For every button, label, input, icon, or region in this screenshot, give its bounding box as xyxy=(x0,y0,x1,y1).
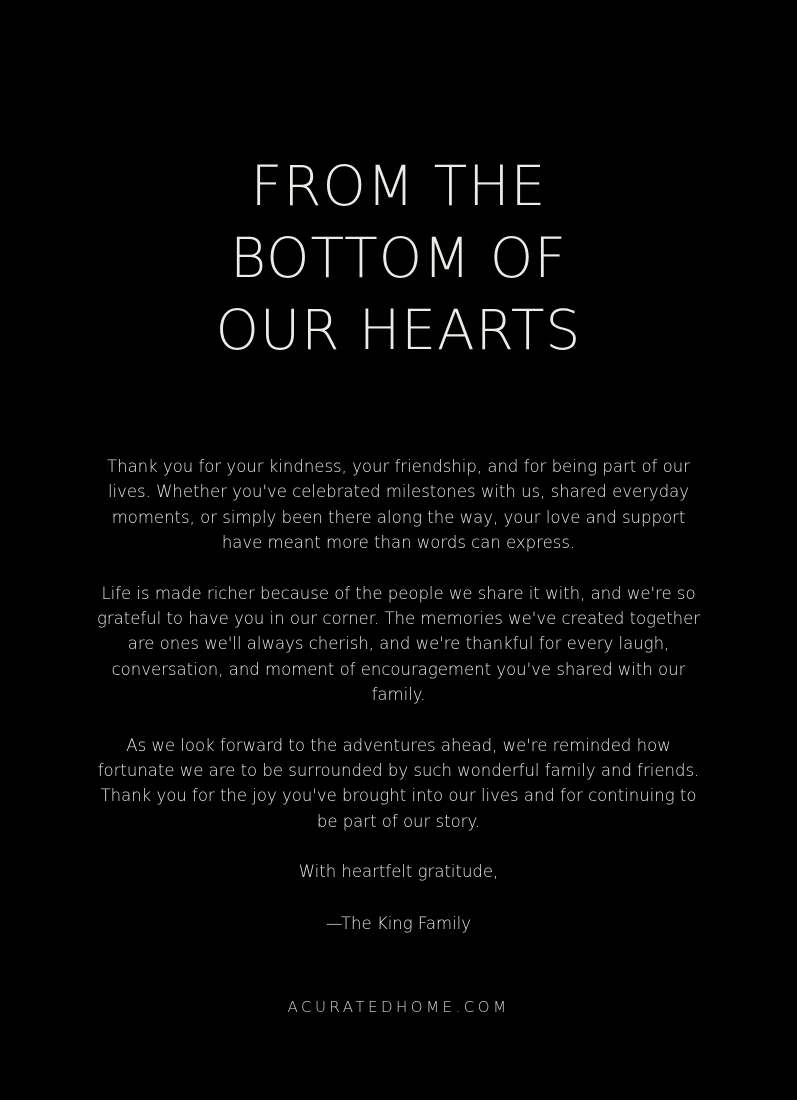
message-paragraph-1: Thank you for your kindness, your friendship, and for being part of our lives. Whether you've celebrated milestones with us, shared everyday moments, or simply been there along the way, your love and support have meant more than words can express. xyxy=(107,457,690,553)
message-paragraph-2: Life is made richer because of the people we share it with, and we're so grateful to have you in our corner. The memories we've created together are ones we'll always cherish, and we're thankful for every laugh, conversation, and moment of encouragement you've shared with our family. xyxy=(96,583,701,705)
title-line-2: BOTTOM OF xyxy=(230,226,567,290)
closing-line: With heartfelt gratitude, xyxy=(298,862,499,882)
title-line-3: OUR HEARTS xyxy=(215,298,582,362)
signature: —The King Family xyxy=(325,913,472,933)
website-footer: ACURATEDHOME.COM xyxy=(287,998,510,1016)
message-paragraph-3: As we look forward to the adventures ahead, we're reminded how fortunate we are to be surrounded by such wonderful family and friends. Thank you for the joy you've brought into our lives and for continuing to be part of our story. xyxy=(97,735,700,831)
card-title xyxy=(0,150,797,366)
card-message xyxy=(95,454,702,936)
title-line-1: FROM THE xyxy=(250,154,547,218)
